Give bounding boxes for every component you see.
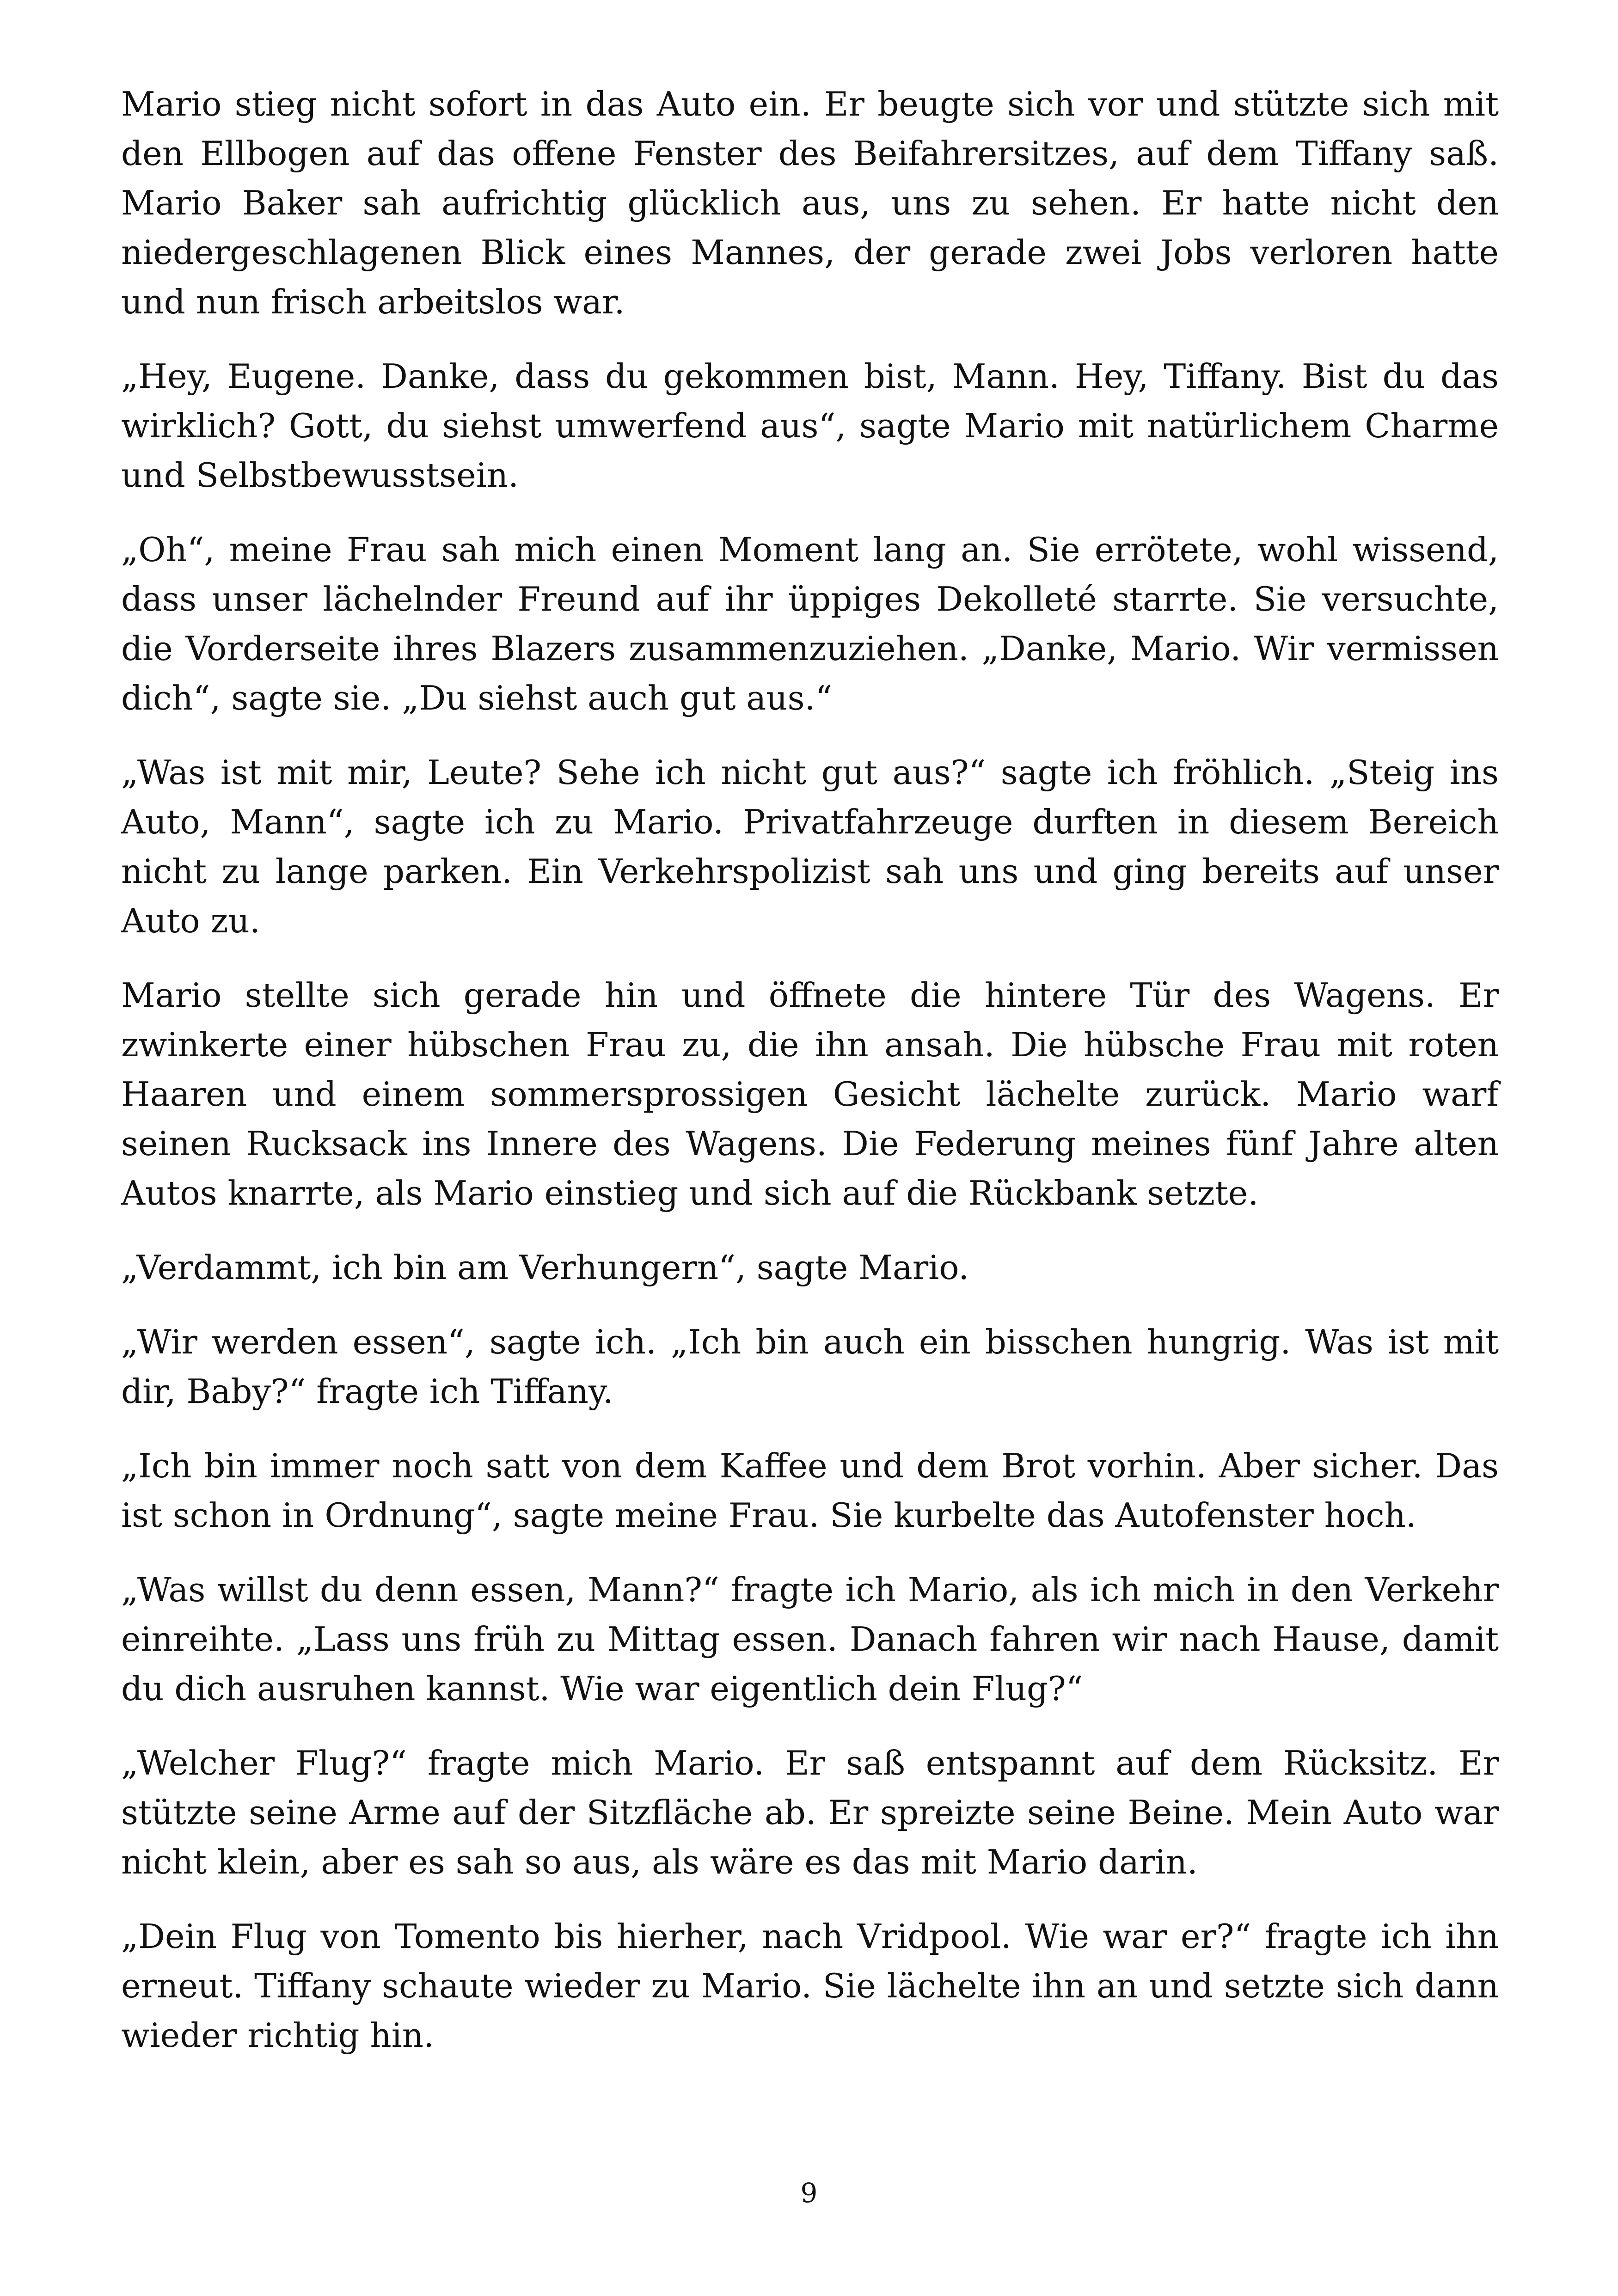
paragraph: „Was ist mit mir, Leute? Sehe ich nicht gut aus?“ sagte ich fröhlich. „Steig ins Auto, Mann“, sagte ich zu Mario. Privatfahrzeuge durften in diesem Bereich nicht zu lange parken. Ein Verkehrspolizist sah uns und ging bereits auf unser Auto zu. — [121, 753, 1499, 940]
paragraph: „Oh“, meine Frau sah mich einen Moment lang an. Sie errötete, wohl wissend, dass unser lächelnder Freund auf ihr üppiges Dekolleté starrte. Sie versuchte, die Vorderseite ihres Blazers zusammenzuziehen. „Danke, Mario. Wir vermissen dich“, sagte sie. „Du siehst auch gut aus.“ — [121, 530, 1499, 717]
paragraph: „Was willst du denn essen, Mann?“ fragte ich Mario, als ich mich in den Verkehr einreihte. „Lass uns früh zu Mittag essen. Danach fahren wir nach Hause, damit du dich ausruhen kannst. Wie war eigentlich dein Flug?“ — [121, 1570, 1499, 1708]
paragraph: „Welcher Flug?“ fragte mich Mario. Er saß entspannt auf dem Rücksitz. Er stützte seine Arme auf der Sitzfläche ab. Er spreizte seine Beine. Mein Auto war nicht klein, aber es sah so aus, als wäre es das mit Mario darin. — [121, 1744, 1499, 1881]
paragraph: Mario stellte sich gerade hin und öffnete die hintere Tür des Wagens. Er zwinkerte einer hübschen Frau zu, die ihn ansah. Die hübsche Frau mit roten Haaren und einem sommersprossigen Gesicht lächelte zurück. Mario warf seinen Rucksack ins Innere des Wagens. Die Federung meines fünf Jahre alten Autos knarrte, als Mario einstieg und sich auf die Rückbank setzte. — [121, 976, 1499, 1212]
page-number: 9 — [800, 2177, 818, 2209]
paragraph: „Wir werden essen“, sagte ich. „Ich bin auch ein bisschen hungrig. Was ist mit dir, Baby?“ fragte ich Tiffany. — [121, 1322, 1499, 1411]
paragraph: Mario stieg nicht sofort in das Auto ein. Er beugte sich vor und stützte sich mit den Ellbogen auf das offene Fenster des Beifahrersitzes, auf dem Tiffany saß. Mario Baker sah aufrichtig glücklich aus, uns zu sehen. Er hatte nicht den niedergeschlagenen Blick eines Mannes, der gerade zwei Jobs verloren hatte und nun frisch arbeitslos war. — [121, 85, 1499, 321]
paragraph: „Verdammt, ich bin am Verhungern“, sagte Mario. — [121, 1248, 969, 1287]
paragraph: „Ich bin immer noch satt von dem Kaffee und dem Brot vorhin. Aber sicher. Das ist schon in Ordnung“, sagte meine Frau. Sie kurbelte das Autofenster hoch. — [121, 1446, 1499, 1535]
paragraph: „Hey, Eugene. Danke, dass du gekommen bist, Mann. Hey, Tiffany. Bist du das wirklich? Gott, du siehst umwerfend aus“, sagte Mario mit natürlichem Charme und Selbstbewusstsein. — [121, 357, 1499, 495]
page-body — [121, 80, 1499, 2060]
paragraph: „Dein Flug von Tomento bis hierher, nach Vridpool. Wie war er?“ fragte ich ihn erneut. Tiffany schaute wieder zu Mario. Sie lächelte ihn an und setzte sich dann wieder richtig hin. — [121, 1917, 1499, 2055]
